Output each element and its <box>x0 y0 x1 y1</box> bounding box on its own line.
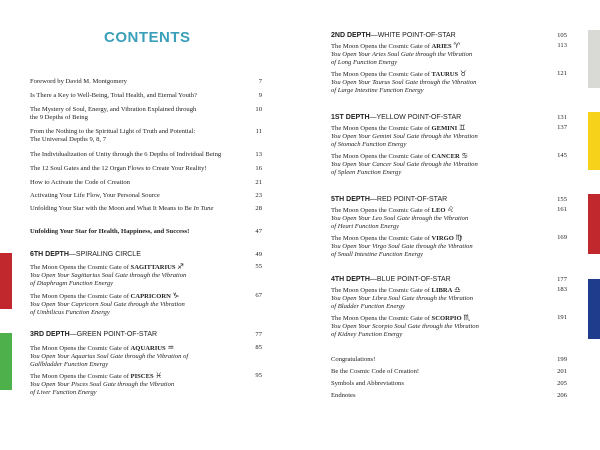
zodiac-aquarius-icon: ♒ <box>167 343 175 352</box>
gate-entry[interactable] <box>331 42 567 68</box>
gate-subtitle-line1: You Open Your Aries Soul Gate through the Vibration <box>331 51 473 59</box>
toc-page-number: 23 <box>255 192 262 199</box>
toc-entry-title-line2: the 9 Depths of Being <box>30 114 88 122</box>
toc-page-number: 67 <box>255 292 262 299</box>
gate-subtitle-line2: of Spleen Function Energy <box>331 169 402 177</box>
zodiac-cancer-icon: ♋ <box>461 151 469 160</box>
toc-entry-title: Endnotes <box>331 392 356 399</box>
zodiac-sign: GEMINI <box>431 125 458 132</box>
depth-label: 1ST DEPTH <box>331 114 370 121</box>
toc-page-number: 55 <box>255 263 262 270</box>
toc-entry[interactable] <box>30 205 262 213</box>
zodiac-capricorn-icon: ♑ <box>172 291 180 300</box>
gate-title: The Moon Opens the Cosmic Gate of GEMINI ♊ <box>331 123 466 132</box>
zodiac-sign: ARIES <box>431 43 452 50</box>
gate-entry[interactable] <box>331 152 567 178</box>
depth-name: —GREEN POINT-OF-STAR <box>69 331 158 338</box>
zodiac-scorpio-icon: ♏ <box>463 313 470 322</box>
gate-entry[interactable] <box>331 286 567 312</box>
gate-title: The Moon Opens the Cosmic Gate of TAURUS ♉ <box>331 69 467 78</box>
gate-subtitle-line1: You Open Your Aquarius Soul Gate through the Vibration of <box>30 353 189 361</box>
toc-page-number: 183 <box>557 286 567 293</box>
toc-page-number: 47 <box>255 228 262 235</box>
gate-entry[interactable] <box>331 234 567 260</box>
zodiac-sign: LEO <box>431 207 446 214</box>
toc-entry-title: The 12 Soul Gates and the 12 Organ Flows to Create Your Reality! <box>30 165 207 172</box>
gate-entry[interactable] <box>331 70 567 96</box>
gate-subtitle-line2: of Kidney Function Energy <box>331 331 403 339</box>
toc-page-number: 10 <box>255 106 262 113</box>
zodiac-sign: SAGITTARIUS <box>130 264 176 271</box>
red-tab-left <box>0 253 12 309</box>
toc-page-number: 205 <box>557 380 567 387</box>
toc-entry-title: Activating Your Life Flow, Your Personal Source <box>30 192 160 199</box>
gate-subtitle-line1: You Open Your Cancer Soul Gate through the Vibration <box>331 161 478 169</box>
toc-page-number: 11 <box>255 128 262 135</box>
depth-name: —SPIRALING CIRCLE <box>68 251 141 258</box>
gate-subtitle-line1: You Open Your Virgo Soul Gate through the Vibration <box>331 243 473 251</box>
toc-entry[interactable] <box>30 179 262 187</box>
depth-name: —WHITE POINT-OF-STAR <box>370 32 456 39</box>
gate-title: The Moon Opens the Cosmic Gate of ARIES ♈ <box>331 41 461 50</box>
toc-page-number: 137 <box>557 124 567 131</box>
toc-entry-back[interactable] <box>331 368 567 376</box>
toc-entry-unfolding[interactable] <box>30 228 262 236</box>
depth-label: 2ND DEPTH <box>331 32 371 39</box>
toc-entry[interactable] <box>30 192 262 200</box>
toc-page-number: 206 <box>557 392 567 399</box>
toc-page-number: 191 <box>557 314 567 321</box>
gate-title: The Moon Opens the Cosmic Gate of CANCER ♋ <box>331 151 469 160</box>
toc-page-number: 201 <box>557 368 567 375</box>
toc-entry-title: The Mystery of Soul, Energy, and Vibration Explained through <box>30 106 197 113</box>
toc-entry-back[interactable] <box>331 356 567 364</box>
toc-page-number: 145 <box>557 152 567 159</box>
gate-subtitle-line1: You Open Your Pisces Soul Gate through the Vibration <box>30 381 175 389</box>
zodiac-leo-icon: ♌ <box>447 205 454 214</box>
gate-subtitle-line2: of Large Intestine Function Energy <box>331 87 424 95</box>
gate-title: The Moon Opens the Cosmic Gate of PISCES ♓ <box>30 371 163 380</box>
toc-entry-title-italic: In Tune <box>193 205 214 212</box>
green-tab-left <box>0 333 12 390</box>
zodiac-libra-icon: ♎ <box>454 285 461 294</box>
depth-label: 4TH DEPTH <box>331 276 370 283</box>
toc-page-number: 199 <box>557 356 567 363</box>
gate-entry[interactable] <box>331 314 567 340</box>
depth-name: —YELLOW POINT-OF-STAR <box>369 114 462 121</box>
gate-subtitle-line1: You Open Your Taurus Soul Gate through the Vibration <box>331 79 477 87</box>
gate-entry-sagittarius[interactable] <box>30 263 262 289</box>
toc-page-number: 113 <box>557 42 567 49</box>
toc-entry-title: Is There a Key to Well-Being, Total Health, and Eternal Youth? <box>30 92 197 99</box>
depth-heading[interactable] <box>331 113 567 122</box>
toc-entry-title-line2: The Universal Depths 9, 8, 7 <box>30 136 106 144</box>
gate-title: The Moon Opens the Cosmic Gate of AQUARIUS ♒ <box>30 343 175 352</box>
zodiac-gemini-icon: ♊ <box>458 123 466 132</box>
toc-page-number: 16 <box>255 165 262 172</box>
depth-label: 3RD DEPTH <box>30 331 70 338</box>
gate-entry-aquarius[interactable] <box>30 344 262 370</box>
depth-6-heading[interactable] <box>30 250 262 259</box>
toc-page-number: 49 <box>255 251 262 258</box>
zodiac-aries-icon: ♈ <box>453 41 461 50</box>
zodiac-sign: CAPRICORN <box>130 293 171 300</box>
toc-entry-title: The Individualization of Unity through the 6 Depths of Individual Being <box>30 151 222 158</box>
gate-title: The Moon Opens the Cosmic Gate of LIBRA ♎ <box>331 285 461 294</box>
toc-page-number: 105 <box>557 32 567 39</box>
depth-name: —RED POINT-OF-STAR <box>369 196 448 203</box>
toc-entry[interactable] <box>30 106 262 122</box>
gate-subtitle-line2: Gallbladder Function Energy <box>30 361 109 369</box>
toc-page-number: 85 <box>255 344 262 351</box>
gate-subtitle-line2: of Liver Function Energy <box>30 389 97 397</box>
gate-title: The Moon Opens the Cosmic Gate of LEO ♌ <box>331 205 454 214</box>
gate-title: The Moon Opens the Cosmic Gate of VIRGO ♍ <box>331 233 463 242</box>
toc-entry-title: From the Nothing to the Spiritual Light of Truth and Potential: <box>30 128 196 135</box>
zodiac-sign: LIBRA <box>431 287 453 294</box>
zodiac-sagittarius-icon: ♐ <box>177 262 184 271</box>
gate-subtitle-line1: You Open Your Leo Soul Gate through the Vibration <box>331 215 469 223</box>
zodiac-sign: TAURUS <box>431 71 459 78</box>
gate-subtitle-line2: of Small Intestine Function Energy <box>331 251 424 259</box>
depth-heading[interactable] <box>331 31 567 40</box>
toc-page-number: 95 <box>255 372 262 379</box>
gate-title: The Moon Opens the Cosmic Gate of SCORPIO ♏ <box>331 313 470 322</box>
gate-entry-capricorn[interactable] <box>30 292 262 318</box>
toc-entry-back[interactable] <box>331 380 567 388</box>
gate-subtitle-line2: of Stomach Function Energy <box>331 141 407 149</box>
zodiac-sign: SCORPIO <box>431 315 462 322</box>
toc-entry-title: Be the Cosmic Code of Creation! <box>331 368 420 375</box>
toc-page-number: 77 <box>255 331 262 338</box>
toc-entry-title: Foreword by David M. Montgomery <box>30 78 127 85</box>
zodiac-sign: AQUARIUS <box>130 345 166 352</box>
depth-3-heading[interactable] <box>30 330 262 339</box>
red-tab-right <box>588 194 600 254</box>
zodiac-virgo-icon: ♍ <box>455 233 463 242</box>
gate-subtitle-line2: of Bladder Function Energy <box>331 303 405 311</box>
toc-page-number: 13 <box>255 151 262 158</box>
gate-subtitle-line2: of Umbilicus Function Energy <box>30 309 110 317</box>
depth-heading[interactable] <box>331 195 567 204</box>
toc-page-number: 131 <box>557 114 567 121</box>
toc-page-number: 155 <box>557 196 567 203</box>
toc-entry[interactable] <box>30 78 262 86</box>
toc-entry[interactable] <box>30 92 262 100</box>
zodiac-taurus-icon: ♉ <box>459 69 467 78</box>
gate-subtitle-line1: You Open Your Libra Soul Gate through the Vibration <box>331 295 474 303</box>
toc-entry[interactable] <box>30 165 262 173</box>
toc-page-number: 161 <box>557 206 567 213</box>
toc-entry-title: Symbols and Abbreviations <box>331 380 404 387</box>
grey-tab-right <box>588 30 600 88</box>
toc-page-number: 177 <box>557 276 567 283</box>
toc-entry-title: How to Activate the Code of Creation <box>30 179 130 186</box>
gate-title: The Moon Opens the Cosmic Gate of SAGITTARIUS ♐ <box>30 262 184 271</box>
gate-subtitle-line1: You Open Your Capricorn Soul Gate through the Vibration <box>30 301 185 309</box>
gate-entry[interactable] <box>331 206 567 232</box>
toc-page-number: 169 <box>557 234 567 241</box>
toc-entry-title: Unfolding Your Star with the Moon and What It Means to Be In Tune <box>30 205 214 212</box>
depth-heading[interactable] <box>331 275 567 284</box>
gate-title: The Moon Opens the Cosmic Gate of CAPRICORN ♑ <box>30 291 180 300</box>
toc-entry[interactable] <box>30 151 262 159</box>
zodiac-pisces-icon: ♓ <box>155 371 163 380</box>
depth-name: —BLUE POINT-OF-STAR <box>369 276 451 283</box>
toc-page-number: 7 <box>258 78 262 85</box>
blue-tab-right <box>588 279 600 339</box>
toc-page-number: 9 <box>258 92 262 99</box>
depth-label: 6TH DEPTH <box>30 251 69 258</box>
toc-page-number: 121 <box>557 70 567 77</box>
gate-entry-pisces[interactable] <box>30 372 262 398</box>
depth-label: 5TH DEPTH <box>331 196 370 203</box>
zodiac-sign: CANCER <box>431 153 460 160</box>
gate-subtitle-line2: of Long Function Energy <box>331 59 398 67</box>
toc-page-number: 28 <box>255 205 262 212</box>
toc-entry-back[interactable] <box>331 392 567 400</box>
gate-subtitle-line1: You Open Your Scorpio Soul Gate through the Vibration <box>331 323 479 331</box>
yellow-tab-right <box>588 112 600 170</box>
gate-subtitle-line2: of Heart Function Energy <box>331 223 400 231</box>
toc-entry[interactable] <box>30 128 262 144</box>
gate-subtitle-line1: You Open Your Gemini Soul Gate through the Vibration <box>331 133 478 141</box>
zodiac-sign: VIRGO <box>431 235 454 242</box>
page-title: CONTENTS <box>104 29 191 46</box>
zodiac-sign: PISCES <box>130 373 154 380</box>
gate-entry[interactable] <box>331 124 567 150</box>
gate-subtitle-line2: of Diaphragm Function Energy <box>30 280 114 288</box>
toc-page-number: 21 <box>255 179 262 186</box>
toc-entry-title: Congratulations! <box>331 356 376 363</box>
toc-entry-title: Unfolding Your Star for Health, Happiness, and Success! <box>30 228 190 235</box>
gate-subtitle-line1: You Open Your Sagittarius Soul Gate through the Vibration <box>30 272 187 280</box>
